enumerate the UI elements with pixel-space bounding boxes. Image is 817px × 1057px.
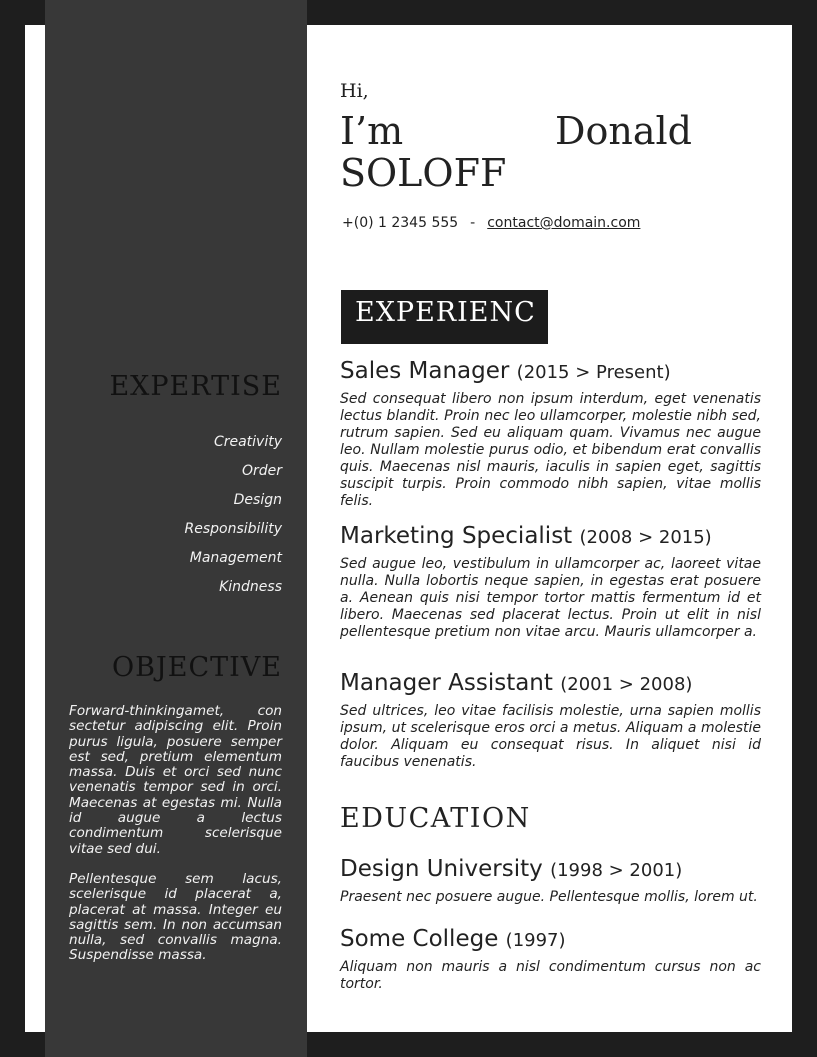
education-heading: EDUCATION	[340, 803, 531, 834]
skills-list	[185, 428, 282, 602]
education-title: Some College	[340, 926, 499, 952]
sidebar	[45, 0, 307, 1057]
job-title: Marketing Specialist	[340, 523, 573, 549]
job-description: Sed augue leo, vestibulum in ullamcorper ac, laoreet vitae nulla. Nulla lobortis neque sapien, in egestas erat posuere a. Aenean quis nisi tempor tortor mattis fermentum id et libero. Maecenas sed placerat lectus. Proin ut elit in nisl pellentesque pretium non vitae arcu. Mauris ullamcorper a.	[340, 556, 761, 640]
education-title: Design University	[340, 856, 543, 882]
skill-item: Order	[241, 463, 282, 479]
education-period: (1998 > 2001)	[550, 860, 683, 881]
education-description: Aliquam non mauris a nisl condimentum cursus non ac tortor.	[340, 959, 761, 992]
education-period: (1997)	[505, 930, 566, 951]
job-entry	[340, 669, 761, 771]
email-link[interactable]: contact@domain.com	[487, 215, 641, 231]
education-description: Praesent nec posuere augue. Pellentesque mollis, lorem ut.	[340, 889, 758, 905]
job-period: (2008 > 2015)	[579, 527, 712, 548]
education-entry	[340, 855, 761, 909]
job-period: (2015 > Present)	[516, 362, 671, 383]
objective-paragraph: Pellentesque sem lacus, scelerisque id placerat a, placerat at massa. Integer eu sagittis sem. In non accumsan nulla, sed convallis magna. Suspendisse massa.	[69, 870, 282, 964]
skill-item: Responsibility	[184, 521, 282, 537]
expertise-heading: EXPERTISE	[109, 371, 282, 402]
job-description: Sed consequat libero non ipsum interdum, eget venenatis lectus blandit. Proin nec leo ullamcorper, molestie nibh sed, rutrum sapien. Sed eu aliquam quam. Vivamus nec augue leo. Nullam molestie purus odio, et bibendum erat convallis quis. Maecenas nisl mauris, iaculis in sapien eget, sagittis suscipit turpis. Proin commodo nibh sapien, vitae mollis felis.	[340, 391, 761, 509]
experience-heading: EXPERIENC	[341, 290, 548, 344]
education-entry	[340, 925, 761, 993]
objective-paragraph: Forward-thinkingamet, con sectetur adipiscing elit. Proin purus ligula, posuere semper est sed, pretium elementum massa. Duis et orci sed nunc venenatis tempor sed in orci. Maecenas at egestas mi. Nulla id augue a lectus condimentum scelerisque vitae sed dui.	[69, 703, 282, 857]
contact-line	[342, 215, 640, 231]
job-entry	[340, 522, 761, 641]
objective-heading: OBJECTIVE	[111, 652, 282, 683]
phone-number: +(0) 1 2345 555	[342, 215, 459, 231]
skill-item: Design	[233, 492, 282, 508]
job-description: Sed ultrices, leo vitae facilisis molestie, urna sapien mollis ipsum, ut scelerisque eros orci a metus. Aliquam a molestie dolor. Aliquam eu consequat risus. In aliquet nisi id faucibus venenatis.	[340, 703, 761, 770]
contact-separator: -	[470, 215, 476, 231]
skill-item: Creativity	[213, 434, 282, 450]
skill-item: Management	[189, 550, 282, 566]
objective-text	[69, 704, 282, 979]
job-entry	[340, 357, 761, 510]
greeting: Hi,	[340, 80, 369, 102]
job-period: (2001 > 2008)	[560, 674, 693, 695]
job-title: Manager Assistant	[340, 670, 553, 696]
skill-item: Kindness	[219, 579, 282, 595]
full-name: I’m Donald SOLOFF	[340, 109, 692, 195]
job-title: Sales Manager	[340, 358, 510, 384]
